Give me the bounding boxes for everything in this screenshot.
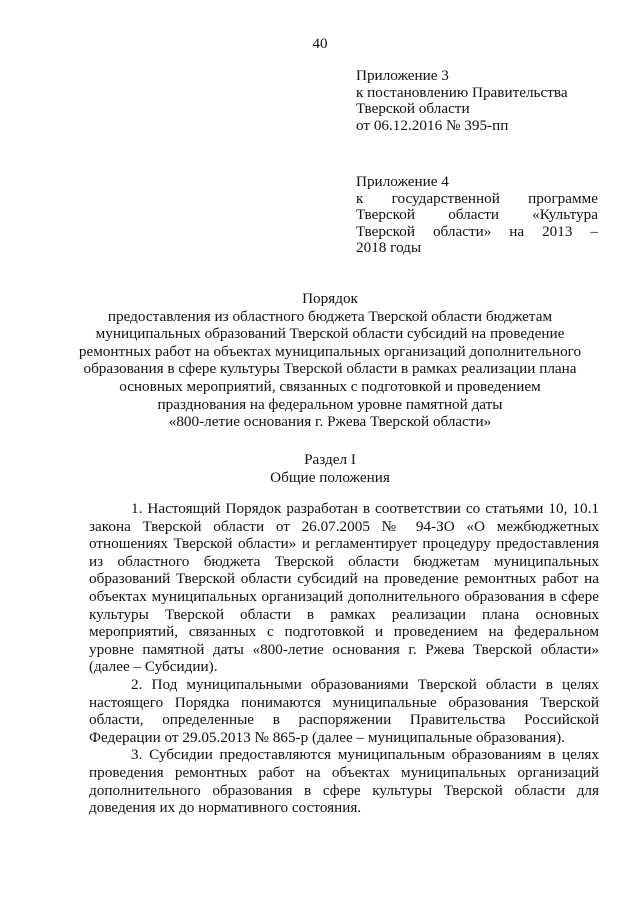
- appendix-3-line: от 06.12.2016 № 395-пп: [356, 116, 509, 134]
- title-line: муниципальных образований Тверской области субсидий на проведение: [95, 325, 565, 343]
- paragraph-line: из областного бюджета Тверской области бюджетам муниципальных: [89, 552, 599, 570]
- title-line: предоставления из областного бюджета Тверской области бюджетам: [107, 307, 553, 325]
- body-text: [89, 500, 599, 817]
- document-title: [60, 290, 600, 431]
- paragraph-line: (далее – Субсидии).: [89, 658, 218, 676]
- paragraph-1: [89, 500, 599, 676]
- appendix-3-line: Тверской области: [356, 100, 470, 118]
- appendix-4-word: к: [356, 189, 364, 207]
- paragraph-line: отношениях Тверской области» и регламентирует процедуру предоставления: [89, 535, 599, 553]
- page-number: 40: [312, 36, 328, 52]
- paragraph-line: 3. Субсидии предоставляются муниципальным образованиям в целях: [131, 746, 599, 764]
- appendix-4-title: Приложение 4: [356, 173, 449, 190]
- appendix-4-block: [356, 174, 598, 257]
- paragraph-line: дополнительного образования в сфере культуры Тверской области для: [89, 781, 599, 799]
- paragraph-line: области, определенные в распоряжении Правительства Российской: [89, 711, 599, 729]
- title-line: образования в сфере культуры Тверской области в рамках реализации плана: [83, 360, 577, 378]
- title-line: «800-летие основания г. Ржева Тверской области»: [168, 413, 492, 431]
- paragraph-line: уровне памятной даты «800-летие основания г. Ржева Тверской области»: [89, 640, 599, 658]
- paragraph-line: настоящего Порядка понимаются муниципальные образования Тверской: [89, 693, 599, 711]
- appendix-4-word: «Культура: [532, 206, 598, 224]
- appendix-4-word: программе: [528, 189, 598, 207]
- section-name: Общие положения: [270, 469, 390, 486]
- appendix-4-row: [356, 224, 598, 241]
- paragraph-line: Федерации от 29.05.2013 № 865-р (далее – муниципальные образования).: [89, 728, 565, 746]
- appendix-3-block: [356, 68, 598, 134]
- paragraph-line: доведения их до нормативного состояния.: [89, 799, 362, 817]
- appendix-4-row: [356, 191, 598, 208]
- paragraph-line: мероприятий, связанных с подготовкой и проведением на федеральном: [89, 623, 599, 641]
- appendix-4-word: –: [590, 222, 598, 240]
- paragraph-line: культуры Тверской области в рамках реализации плана основных: [89, 605, 599, 623]
- appendix-3-line: к постановлению Правительства: [356, 83, 568, 101]
- appendix-4-line: 2018 годы: [356, 239, 422, 257]
- appendix-4-word: на: [509, 222, 525, 240]
- section-number: Раздел I: [304, 451, 356, 468]
- appendix-4-word: Тверской: [356, 206, 416, 224]
- paragraph-line: объектах муниципальных организаций дополнительного образования в сфере: [89, 587, 599, 605]
- appendix-4-word: 2013: [542, 222, 573, 240]
- title-line: ремонтных работ на объектах муниципальных организаций дополнительного: [78, 342, 582, 360]
- paragraph-line: образований Тверской области субсидий на проведение ремонтных работ на: [89, 570, 599, 588]
- title-line: празднования на федеральном уровне памятной даты: [157, 395, 503, 413]
- paragraph-line: 2. Под муниципальными образованиями Тверской области в целях: [131, 675, 599, 693]
- appendix-3-line: Приложение 3: [356, 67, 449, 84]
- appendix-4-word: области»: [432, 222, 492, 240]
- appendix-4-word: Тверской: [356, 222, 416, 240]
- paragraph-2: [89, 676, 599, 746]
- paragraph-line: закона Тверской области от 26.07.2005 № 94-ЗО «О межбюджетных: [89, 517, 599, 535]
- appendix-4-row: [356, 207, 598, 224]
- title-line: Порядок: [302, 290, 358, 307]
- paragraph-3: [89, 746, 599, 816]
- paragraph-line: проведения ремонтных работ на объектах муниципальных организаций: [89, 763, 599, 781]
- appendix-4-word: области: [448, 206, 499, 224]
- section-heading: [60, 451, 600, 487]
- appendix-4-word: государственной: [391, 189, 500, 207]
- paragraph-line: 1. Настоящий Порядок разработан в соответствии со статьями 10, 10.1: [131, 500, 599, 517]
- title-line: основных мероприятий, связанных с подготовкой и проведением: [119, 377, 541, 395]
